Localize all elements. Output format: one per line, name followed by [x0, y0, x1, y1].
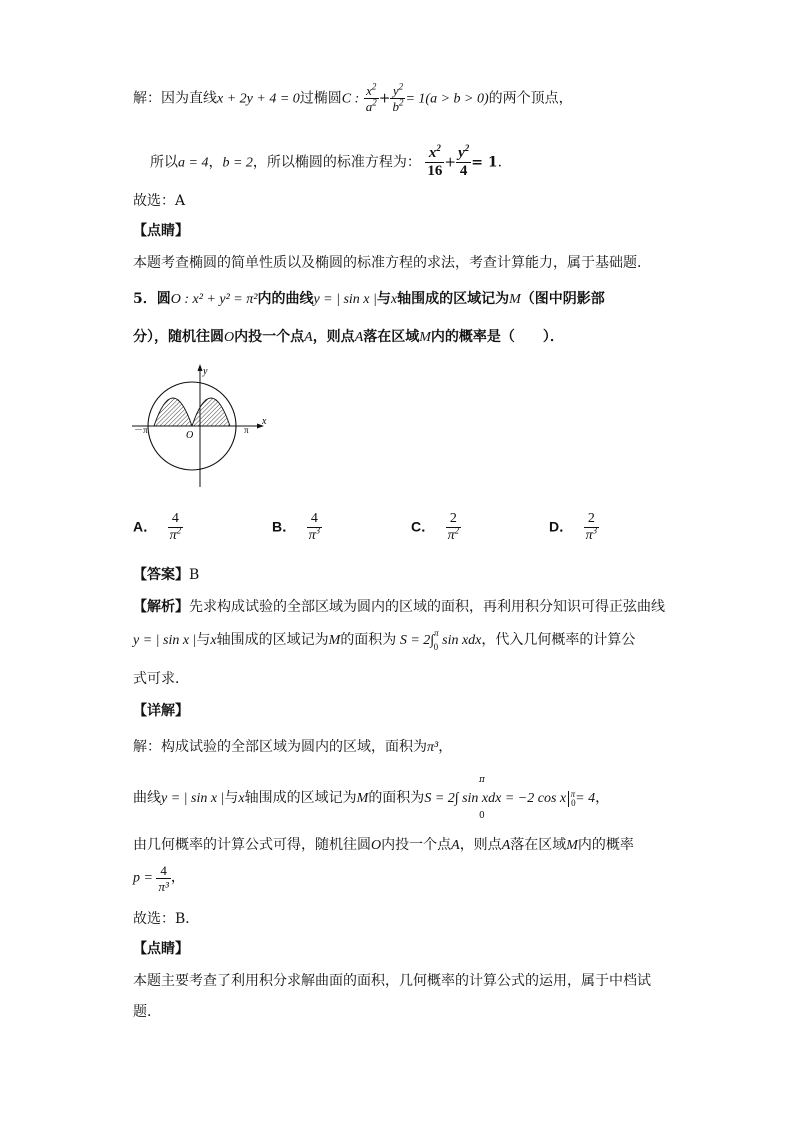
comment-heading: 【点睛】 [133, 223, 189, 239]
circle-figure [130, 362, 280, 492]
answer-value: B [189, 567, 200, 583]
shaded-region-right [192, 398, 230, 426]
y-axis-label: y [203, 366, 208, 377]
detail-heading: 【详解】 [133, 703, 189, 719]
question-5-line-1: 5．圆O : x² + y² = π²内的曲线y = | sin x |与x轴围成的区域记为M（图中阴影部 [133, 291, 605, 307]
option-b[interactable]: B． $\frac{4}{\pi^3}$ [272, 511, 321, 543]
solution-line-2: 所以a = 4，b = 2，所以椭圆的标准方程为： $\frac{x^2}{16}$ + $\frac{y^2}{4}$ = 1. [150, 143, 503, 179]
detail-comment-line-1: 本题主要考查了利用积分求解曲面的面积，几何概率的计算公式的运用，属于中档试 [133, 973, 651, 989]
shaded-region-left [154, 398, 192, 426]
option-d[interactable]: D． $\frac{2}{\pi^3}$ [549, 511, 598, 543]
neg-pi-label: －π [134, 425, 148, 435]
analysis-line-1: 【解析】先求构成试验的全部区域为圆内的区域的面积，再利用积分知识可得正弦曲线 [133, 599, 665, 615]
answer-line: 【答案】B [133, 567, 200, 583]
analysis-line-3: 式可求． [133, 671, 189, 687]
origin-label: O [186, 430, 194, 441]
detail-line-3: 由几何概率的计算公式可得，随机往圆O内投一个点A，则点A落在区域M内的概率 [133, 837, 634, 853]
analysis-line-2: y = | sin x |与x轴围成的区域记为M的面积为 S = 2∫$^\pi_0$ sin xdx，代入几何概率的计算公 [133, 628, 636, 652]
detail-comment-line-2: 题． [133, 1004, 161, 1020]
probability-formula: p = $\frac{4}{\text{π³}}$ ， [133, 863, 185, 894]
question-5-line-2: 分），随机往圆O内投一个点A，则点A落在区域M内的概率是（ ）． [133, 329, 564, 345]
comment-text: 本题考查椭圆的简单性质以及椭圆的标准方程的求法，考查计算能力，属于基础题． [133, 255, 651, 271]
option-a[interactable]: A． $\frac{4}{\pi^2}$ [133, 511, 182, 543]
detail-line-1: 解：构成试验的全部区域为圆内的区域，面积为π³， [133, 739, 453, 755]
x-axis-label: x [262, 416, 267, 427]
solution-line-1: 解：因为直线x + 2y + 4 = 0过椭圆C : $\frac{x^2}{a^2}$ + $\frac{y^2}{b^2}$ = 1(a > b > 0)的两个顶点， [133, 81, 573, 114]
detail-line-2: 曲线y = | sin x |与x轴围成的区域记为M的面积为S = 2∫ sin xdx = −2 cos x $_0^\pi$= 4， [133, 788, 610, 809]
pos-pi-label: π [244, 425, 249, 435]
detail-comment-heading: 【点睛】 [133, 941, 189, 957]
option-c[interactable]: C． $\frac{2}{\pi^2}$ [411, 511, 460, 543]
integral-upper-limit: π [479, 775, 485, 785]
detail-choice: 故选：B． [133, 911, 200, 927]
solution-choice: 故选：A [133, 193, 186, 209]
integral-lower-limit: 0 [479, 811, 485, 821]
